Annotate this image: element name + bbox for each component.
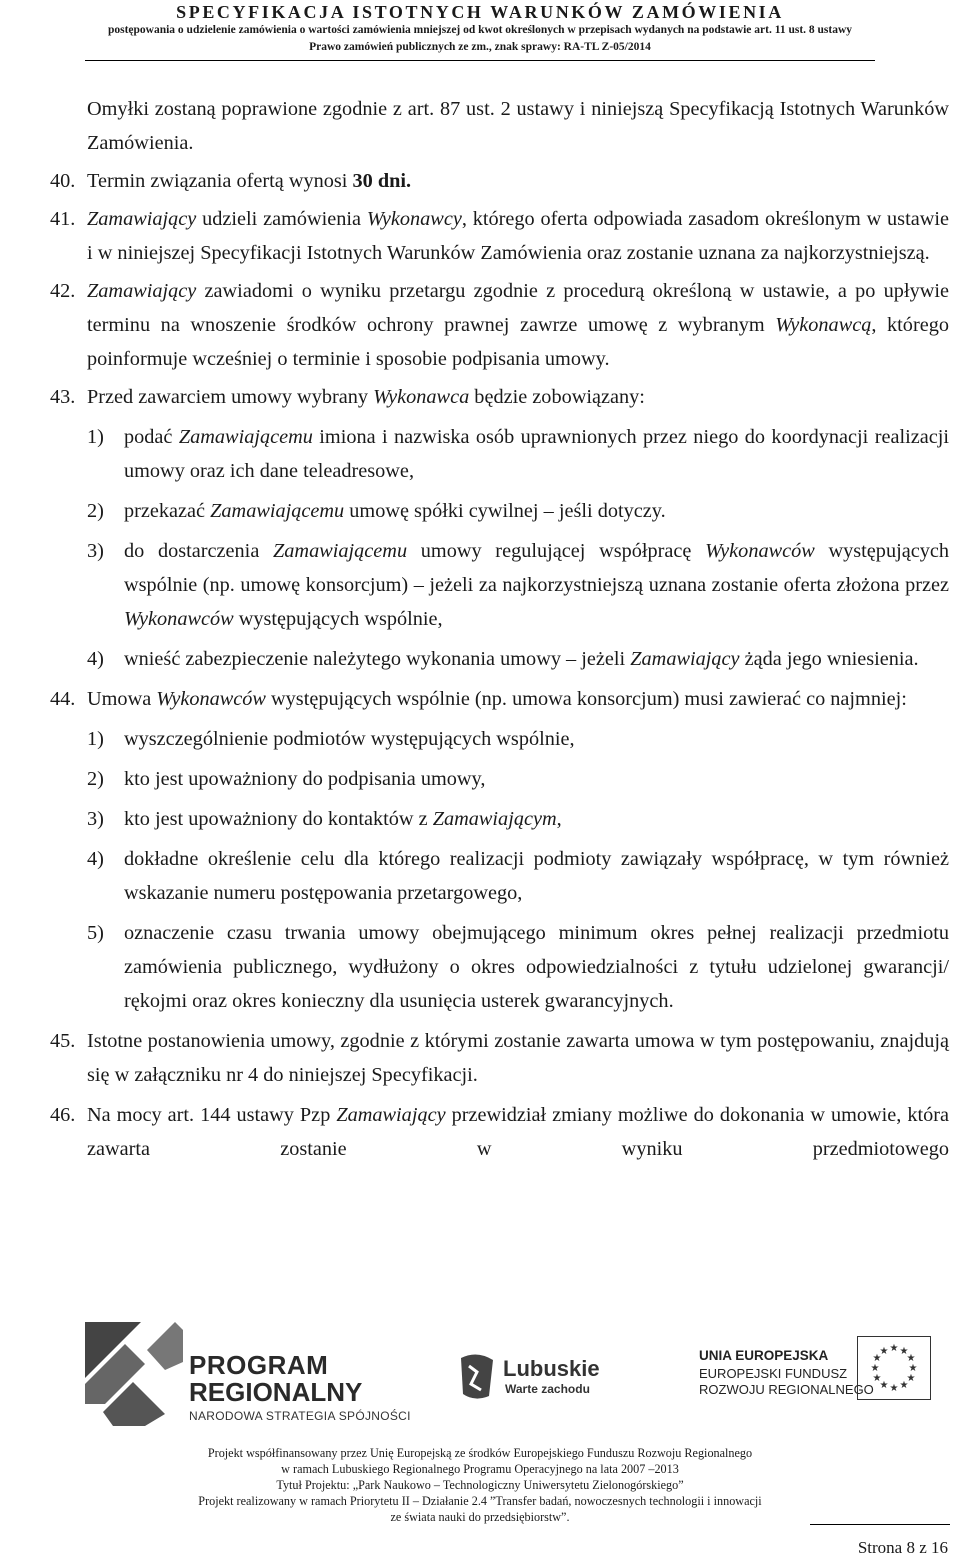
paragraph-number: 44. (50, 688, 76, 710)
document-title: SPECYFIKACJA ISTOTNYCH WARUNKÓW ZAMÓWIENIA (176, 2, 784, 22)
svg-text:★: ★ (889, 1383, 899, 1394)
paragraph-number: 41. (50, 208, 76, 230)
program-label: PROGRAM (189, 1350, 329, 1380)
list-item (87, 420, 949, 488)
term-wykonawcow: Wykonawców (124, 608, 234, 630)
paragraph-text: Istotne postanowienia umowy, zgodnie z którymi zostanie zawarta umowa w tym postępowaniu, znajdują się w załączniku nr 4 do niniejszej Specyfikacji. (87, 1030, 949, 1086)
paragraph-43 (50, 380, 949, 414)
page-number: Strona 8 z 16 (857, 1538, 948, 1557)
svg-text:★: ★ (872, 1373, 882, 1384)
paragraph-text: , którego poinformuje wcześniej o terminie i sposobie podpisania umowy. (87, 314, 949, 370)
agreement-contents-list (87, 722, 949, 1018)
term-zamawiajacemu: Zamawiającemu (210, 500, 345, 522)
eu-funding-logos (85, 1322, 947, 1432)
term-wykonawcow: Wykonawców (705, 540, 815, 562)
item-number: 1) (87, 426, 104, 448)
item-number: 4) (87, 648, 104, 670)
item-text: przekazać (124, 500, 211, 522)
paragraph-text: udzieli zamówienia (196, 208, 367, 230)
footer-line: Projekt realizowany w ramach Priorytetu II – Działanie 2.4 ”Transfer badań, nowoczesnych technologii i innowacji (198, 1494, 762, 1508)
paragraph-45 (50, 1024, 949, 1092)
svg-text:★: ★ (906, 1373, 916, 1384)
item-text: imiona i nazwiska osób uprawnionych przez niego do koordynacji realizacji umowy oraz ich dane teleadresowe, (124, 426, 949, 482)
footer-line: Tytuł Projektu: „Park Naukowo – Technologiczny Uniwersytetu Zielonogórskiego” (276, 1478, 684, 1492)
paragraph-40 (50, 164, 949, 198)
header-divider (85, 60, 875, 61)
term-wykonawca: Wykonawcą (775, 314, 872, 336)
eu-regional-label: ROZWOJU REGIONALNEGO (699, 1382, 874, 1397)
paragraph-text: Przed zawarciem umowy wybrany (87, 386, 374, 408)
paragraph-41 (50, 202, 949, 270)
footer-line: Projekt współfinansowany przez Unię Europejską ze środków Europejskiego Funduszu Rozwoju Regionalnego (207, 1446, 753, 1460)
item-number: 3) (87, 808, 104, 830)
list-item (87, 722, 949, 756)
paragraph-text: przewidział zmiany możliwe do dokonania w umowie, która zawarta zostanie w wyniku przedmiotowego (87, 1104, 950, 1160)
obligations-list (87, 420, 949, 676)
term-wykonawcy: Wykonawcy (366, 208, 462, 230)
paragraph-text: zawiadomi o wyniku przetargu zgodnie z procedurą określoną w ustawie, a po upływie terminu na wnoszenie środków ochrony prawnej zawrze umowę z wybranym (87, 280, 949, 336)
page-number-divider (810, 1524, 950, 1525)
paragraph-text: , którego oferta odpowiada zasadom określonym w ustawie i w niniejszej Specyfikacji Istotnych Warunków Zamówienia oraz zostanie uznana za najkorzystniejszą. (87, 208, 949, 264)
svg-text:★: ★ (906, 1353, 916, 1364)
paragraph-number: 42. (50, 280, 76, 302)
item-number: 4) (87, 848, 104, 870)
list-item (87, 534, 949, 636)
lubuskie-slogan: Warte zachodu (505, 1382, 590, 1396)
term-wykonawcow: Wykonawców (156, 688, 266, 710)
item-text: wnieść zabezpieczenie należytego wykonania umowy – jeżeli (124, 648, 631, 670)
program-regionalny-logo-icon (85, 1322, 183, 1427)
term-zamawiajacemu: Zamawiającemu (178, 426, 313, 448)
svg-text:★: ★ (908, 1363, 918, 1374)
lubuskie-label: Lubuskie (503, 1356, 600, 1381)
item-number: 2) (87, 500, 104, 522)
item-text: występujących wspólnie, (233, 608, 443, 630)
paragraph-number: 46. (50, 1104, 76, 1126)
term-zamawiajacy: Zamawiający (336, 1104, 446, 1126)
eu-flag-icon (857, 1336, 931, 1400)
item-number: 1) (87, 728, 104, 750)
item-text: podać (124, 426, 179, 448)
strategy-label: NARODOWA STRATEGIA SPÓJNOŚCI (189, 1409, 411, 1423)
project-footer (0, 1445, 960, 1525)
eu-stars-icon (858, 1337, 930, 1399)
item-number: 3) (87, 540, 104, 562)
item-text: żąda jego wniesienia. (739, 648, 919, 670)
footer-line: ze świata nauki do przedsiębiorstw”. (390, 1510, 570, 1524)
term-zamawiajacy: Zamawiający (630, 648, 740, 670)
item-text: dokładne określenie celu dla którego realizacji podmioty zawiązały współpracę, w tym również wskazanie numeru postępowania przetargowego, (124, 848, 949, 904)
paragraph-46 (50, 1098, 949, 1166)
eu-fund-label: EUROPEJSKI FUNDUSZ (699, 1366, 848, 1381)
paragraph-44 (50, 682, 949, 716)
paragraph-emphasis: 30 dni. (352, 170, 412, 192)
paragraph-number: 40. (50, 170, 76, 192)
paragraph-42 (50, 274, 949, 376)
term-zamawiajacy: Zamawiający (87, 280, 197, 302)
item-text: kto jest upoważniony do kontaktów z (124, 808, 433, 830)
item-number: 5) (87, 922, 104, 944)
term-wykonawca: Wykonawca (373, 386, 470, 408)
svg-text:★: ★ (870, 1363, 880, 1374)
paragraph-text: występujących wspólnie (np. umowa konsorcjum) musi zawierać co najmniej: (265, 688, 907, 710)
lubuskie-logo-icon (457, 1352, 497, 1402)
item-text: kto jest upoważniony do podpisania umowy, (124, 768, 486, 790)
footer-line: w ramach Lubuskiego Regionalnego Programu Operacyjnego na lata 2007 –2013 (281, 1462, 679, 1476)
eu-label: UNIA EUROPEJSKA (699, 1348, 829, 1363)
item-text: występujących wspólnie (np. umowę konsorcjum) – jeżeli za najkorzystniejszą uznana zostanie oferta złożona przez (124, 540, 950, 596)
paragraph-text: Na mocy art. 144 ustawy Pzp (87, 1104, 337, 1126)
item-text: do dostarczenia (124, 540, 274, 562)
item-text: umowy regulującej współpracę (407, 540, 706, 562)
svg-text:★: ★ (899, 1380, 909, 1391)
paragraph-number: 43. (50, 386, 76, 408)
list-item (87, 916, 949, 1018)
svg-text:★: ★ (889, 1343, 899, 1354)
list-item (87, 842, 949, 910)
paragraph-39-continuation: Omyłki zostaną poprawione zgodnie z art. 87 ust. 2 ustawy i niniejszą Specyfikacją Istotnych Warunków Zamówienia. (87, 98, 949, 154)
item-number: 2) (87, 768, 104, 790)
item-text: , (556, 808, 562, 830)
list-item (87, 762, 949, 796)
paragraph-number: 45. (50, 1030, 76, 1052)
document-body (50, 92, 950, 1166)
svg-text:★: ★ (879, 1346, 889, 1357)
item-text: oznaczenie czasu trwania umowy obejmującego minimum okres pełnej realizacji przedmiotu zamówienia publicznego, wydłużony o okres odpowiedzialności z tytułu udzielonej gwarancji/ rękojmi oraz okres konieczny dla usunięcia usterek gwarancyjnych. (124, 922, 949, 1012)
list-item (87, 642, 949, 676)
term-zamawiajacym: Zamawiającym (432, 808, 557, 830)
list-item (87, 802, 949, 836)
item-text: umowę spółki cywilnej – jeśli dotyczy. (344, 500, 666, 522)
paragraph-text: Umowa (87, 688, 157, 710)
list-item (87, 494, 949, 528)
case-reference: Prawo zamówień publicznych ze zm., znak sprawy: RA-TL Z-05/2014 (309, 41, 651, 53)
term-zamawiajacy: Zamawiający (87, 208, 197, 230)
svg-text:★: ★ (872, 1353, 882, 1364)
paragraph-text: będzie zobowiązany: (469, 386, 645, 408)
document-subtitle: postępowania o udzielenie zamówienia o wartości zamówienia mniejszej od kwot określonych w przepisach wydanych na podstawie art. 11 ust. 8 ustawy (107, 24, 853, 36)
svg-text:★: ★ (899, 1346, 909, 1357)
svg-text:★: ★ (879, 1380, 889, 1391)
term-zamawiajacemu: Zamawiającemu (273, 540, 408, 562)
paragraph-text: Termin związania ofertą wynosi (87, 170, 353, 192)
item-text: wyszczególnienie podmiotów występujących wspólnie, (124, 728, 575, 750)
regionalny-label: REGIONALNY (189, 1377, 363, 1407)
